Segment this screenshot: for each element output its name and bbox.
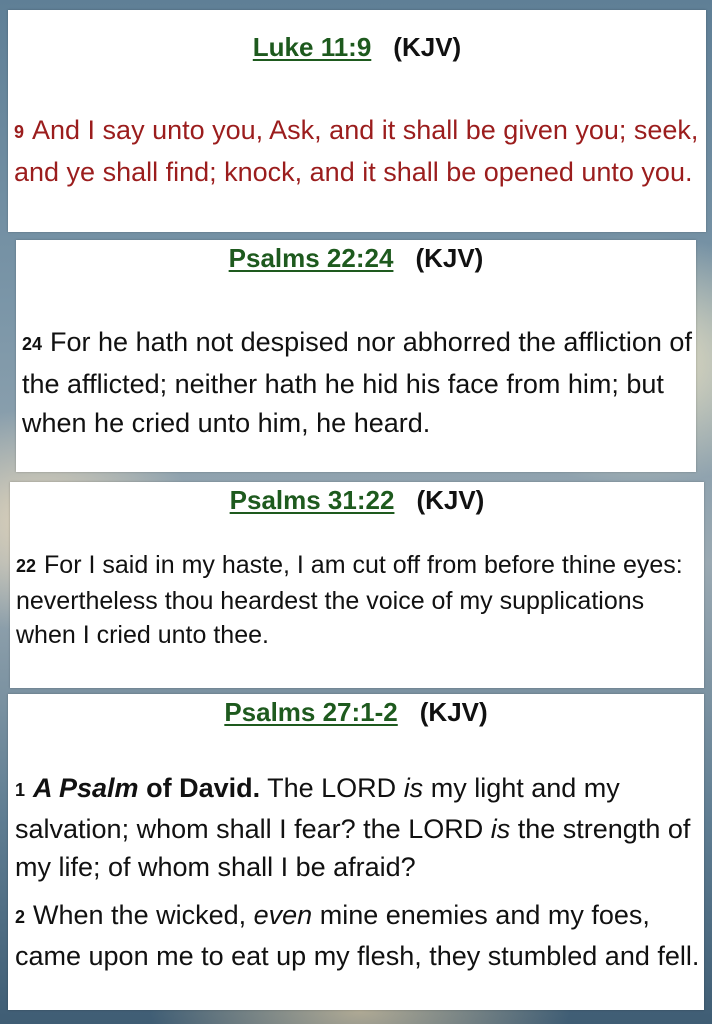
verse-reference-link[interactable]: Psalms 31:22: [229, 485, 395, 515]
superscription-italic: A Psalm: [33, 773, 139, 803]
verse-number: 9: [14, 122, 25, 142]
verse-number: 24: [22, 334, 43, 354]
verse-text-block: [8, 727, 704, 975]
card-title: [8, 10, 706, 62]
verse-reference-link[interactable]: Psalms 22:24: [228, 243, 394, 273]
verse-number: 22: [16, 556, 37, 576]
verse-text: And I say unto you, Ask, and it shall be given you; seek, and ye shall find; knock, and it shall be opened unto you.: [14, 115, 699, 187]
verse-text-block: [8, 62, 706, 192]
verse-text: The LORD: [267, 773, 397, 803]
verse-card-psalms-27-1-2: [8, 694, 704, 1010]
italic-word: is: [403, 773, 424, 803]
card-title: [8, 694, 704, 727]
verse-text: the strength of my life; of whom shall I be afraid?: [15, 814, 691, 882]
italic-word: is: [490, 814, 511, 844]
verse-reference-link[interactable]: Psalms 27:1-2: [224, 697, 398, 727]
card-title: [10, 482, 704, 515]
version-label: (KJV): [393, 32, 462, 62]
verse-text: When the wicked,: [33, 900, 247, 930]
superscription: of David.: [146, 773, 261, 803]
verse-text: mine enemies and my foes, came upon me to eat up my flesh, they stumbled and fell.: [15, 900, 700, 971]
verse-reference-link[interactable]: Luke 11:9: [252, 32, 372, 62]
verse-text: For he hath not despised nor abhorred the affliction of the afflicted; neither hath he hid his face from him; but when he cried unto him, he heard.: [22, 327, 692, 438]
verse-text: my light and my salvation; whom shall I fear? the LORD: [15, 773, 620, 844]
verse-text-block: [16, 273, 696, 443]
verse-card-psalms-31-22: [10, 482, 704, 688]
verse-1: [15, 769, 704, 886]
verse-card-psalms-22-24: [16, 240, 696, 472]
italic-word: even: [253, 900, 313, 930]
verse-2: [15, 896, 704, 975]
verse-number: 2: [15, 907, 26, 927]
verse-number: 1: [15, 780, 26, 800]
verse-card-luke-11-9: [8, 10, 706, 232]
version-label: (KJV): [419, 697, 488, 727]
verse-text-block: [10, 515, 704, 652]
version-label: (KJV): [416, 485, 485, 515]
version-label: (KJV): [415, 243, 484, 273]
verse-text: For I said in my haste, I am cut off from before thine eyes: nevertheless thou heardest the voice of my supplications when I cried unto thee.: [16, 551, 683, 649]
card-title: [16, 240, 696, 273]
